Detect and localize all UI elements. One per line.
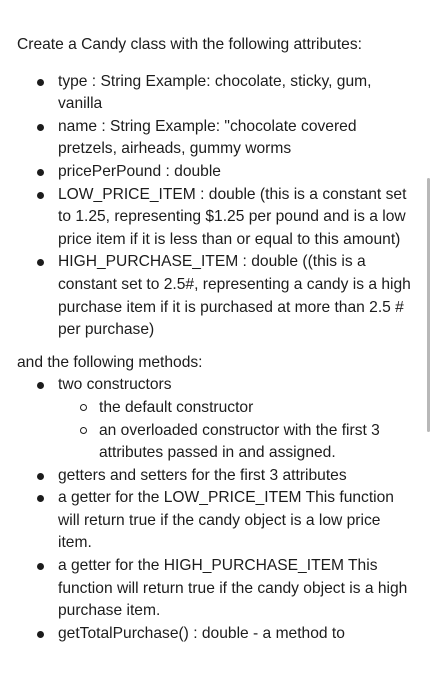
- attribute-high-purchase-item: HIGH_PURCHASE_ITEM : double ((this is a constant set to 2.5#, representing a candy is a high purchase item if it is purchased at more than 2.5 # per purchase): [17, 251, 417, 341]
- attribute-name: name : String Example: "chocolate covered pretzels, airheads, gummy worms: [17, 116, 417, 161]
- constructors-sublist: [58, 397, 417, 465]
- instructions-heading: Create a Candy class with the following attributes:: [17, 36, 362, 53]
- vertical-scrollbar[interactable]: [427, 178, 430, 432]
- method-low-price-getter: a getter for the LOW_PRICE_ITEM This function will return true if the candy object is a low price item.: [17, 487, 417, 555]
- document-body: [17, 34, 417, 655]
- attribute-price-per-pound: pricePerPound : double: [17, 161, 417, 184]
- attribute-type: type : String Example: chocolate, sticky, gum, vanilla: [17, 71, 417, 116]
- method-constructors: [17, 374, 417, 464]
- methods-list: [17, 374, 417, 645]
- method-get-total-purchase: getTotalPurchase() : double - a method to: [17, 623, 417, 646]
- constructor-overloaded: an overloaded constructor with the first 3 attributes passed in and assigned.: [58, 420, 417, 465]
- method-getters-setters: getters and setters for the first 3 attributes: [17, 465, 417, 488]
- method-constructors-label: two constructors: [58, 376, 172, 394]
- attributes-list: [17, 71, 417, 342]
- method-high-purchase-getter: a getter for the HIGH_PURCHASE_ITEM This function will return true if the candy object is a high purchase item.: [17, 555, 417, 623]
- methods-intro: and the following methods:: [17, 353, 203, 371]
- constructor-default: the default constructor: [58, 397, 417, 420]
- attribute-low-price-item: LOW_PRICE_ITEM : double (this is a constant set to 1.25, representing $1.25 per pound and is a low price item if it is less than or equal to this amount): [17, 184, 417, 252]
